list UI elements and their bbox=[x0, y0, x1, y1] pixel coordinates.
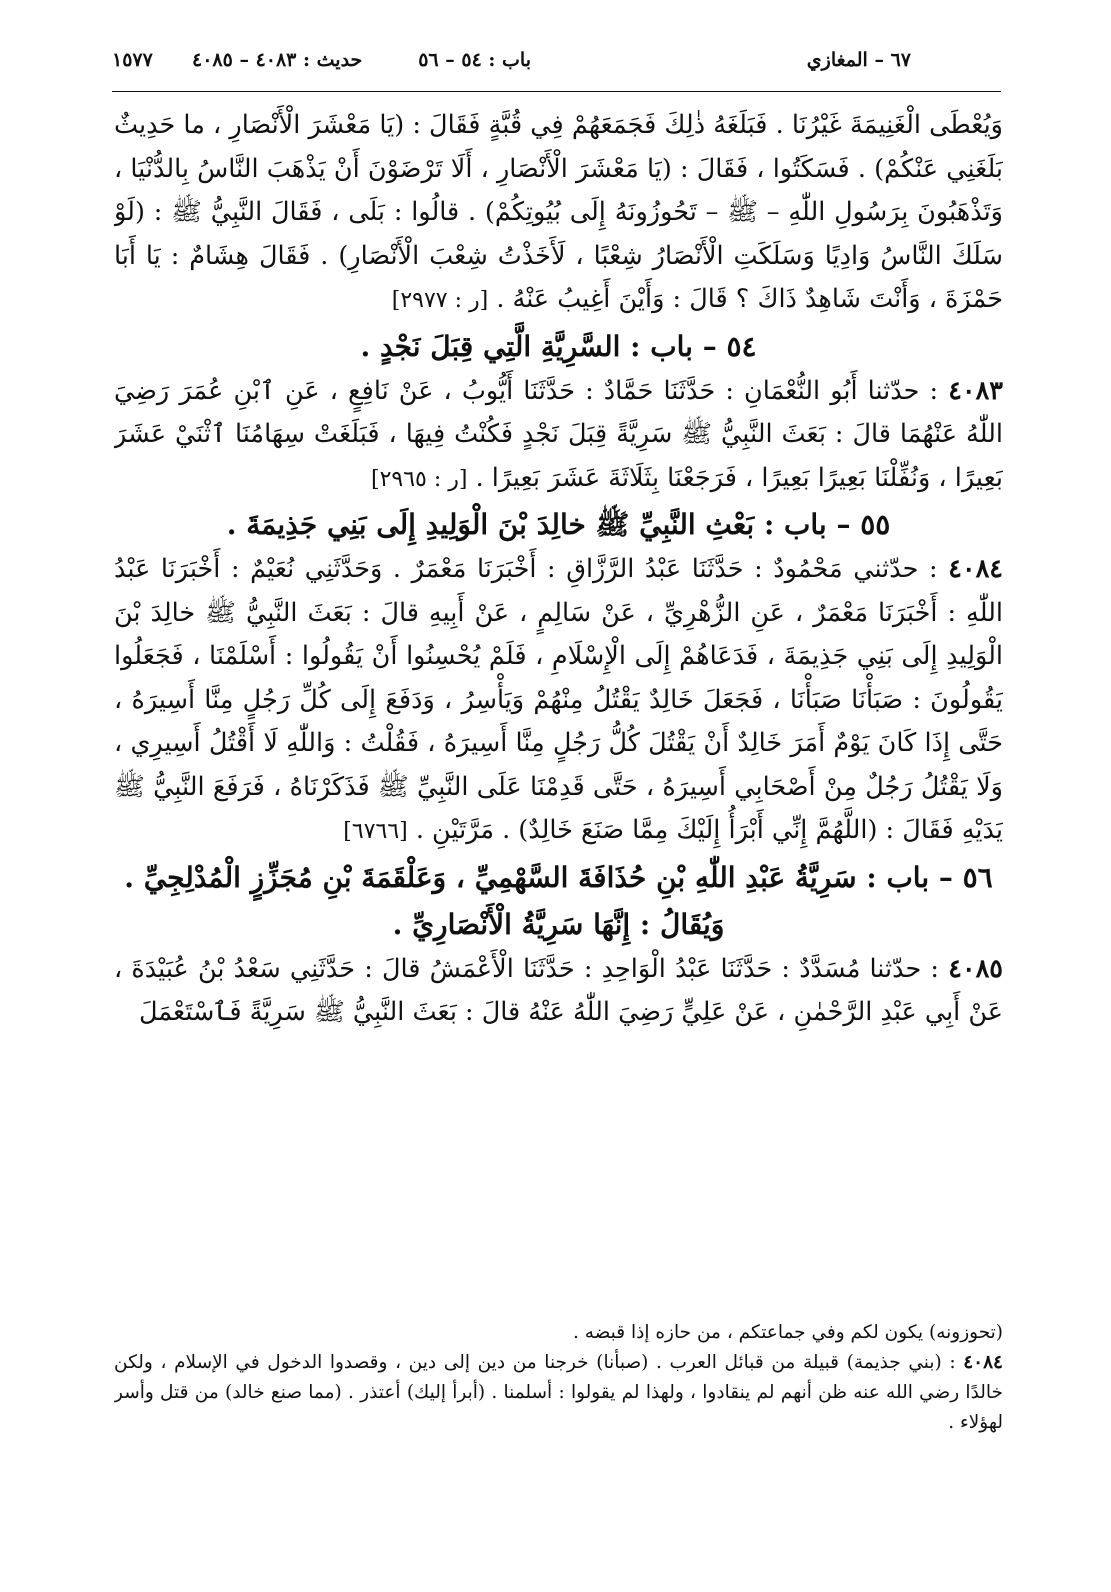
cross-reference: [ر : ٢٩٧٧] bbox=[391, 288, 489, 313]
main-text bbox=[114, 104, 1003, 1312]
running-header bbox=[112, 40, 1001, 80]
hadith-number: ٤٠٨٥ bbox=[948, 953, 1003, 984]
hadith-text: : حدّثنا مُسَدَّدٌ : حَدَّثَنَا عَبْدُ الْوَاحِدِ : حَدَّثَنَا الْأَعْمَشُ قالَ : حَدَّثَنِي سَعْدُ بْنُ عُبَيْدَةَ ، عَنْ أَبِي عَبْدِ الرَّحْمٰنِ ، عَنْ عَلِيٍّ رَضِيَ اللّٰهُ عَنْهُ قالَ : بَعَثَ النَّبِيُّ ﷺ سَرِيَّةً فَٱسْتَعْمَلَ bbox=[114, 953, 1003, 1027]
chapter-title: ٦٧ – المغازي bbox=[806, 49, 911, 71]
chapter-heading-54: ٥٤ – باب : السَّرِيَّةِ الَّتِي قِبَلَ نَجْدٍ . bbox=[360, 329, 757, 363]
hadith-4084 bbox=[114, 548, 1003, 854]
hadith-4083 bbox=[114, 370, 1003, 502]
paragraph-continuation bbox=[114, 104, 1003, 323]
cross-reference: [٦٧٦٦] bbox=[343, 819, 408, 844]
page-number: ١٥٧٧ bbox=[112, 49, 153, 71]
hadith-text: : حدّثنا أَبُو النُّعْمَانِ : حَدَّثَنَا حَمَّادٌ : حَدَّثَنَا أَيُّوبُ ، عَنْ نَافِعٍ ، عَنِ ٱبْنِ عُمَرَ رَضِيَ اللّٰهُ عَنْهُمَا قالَ : بَعَثَ النَّبِيُّ ﷺ سَرِيَّةً قِبَلَ نَجْدٍ فَكُنْتُ فِيهَا ، فَبَلَغَتْ سِهَامُنَا ٱثْنَيْ عَشَرَ بَعِيرًا ، وَنُفِّلْنَا بَعِيرًا بَعِيرًا ، فَرَجَعْنَا بِثَلَاثَةَ عَشَرَ بَعِيرًا . bbox=[114, 375, 1003, 493]
footnotes bbox=[114, 1318, 1003, 1498]
footnote-text: : (بني جذيمة) قبيلة من قبائل العرب . (صبأنا) خرجنا من دين إلى دين ، وقصدوا الدخول في الإسلام ، ولكن خالدًا رضي الله عنه ظن أنهم لم ينقادوا ، ولهذا لم يقولوا : أسلمنا . (أبرأ إليك) أعتذر . (مما صنع خالد) من قتل وأسر لهؤلاء . bbox=[114, 1352, 1003, 1433]
hadith-number: ٤٠٨٤ bbox=[948, 554, 1003, 584]
bab-range: باب : ٥٤ – ٥٦ bbox=[418, 49, 531, 71]
hadith-4085 bbox=[114, 948, 1003, 1035]
chapter-heading-55: ٥٥ – باب : بَعْثِ النَّبِيِّ ﷺ خالِدَ بْنَ الْوَلِيدِ إِلَى بَنِي جَذِيمَةَ . bbox=[226, 508, 891, 541]
chapter-heading-56-subtitle: وَيُقَالُ : إِنَّهَا سَرِيَّةُ الْأَنْصَارِيِّ . bbox=[392, 907, 725, 941]
footnote-2 bbox=[114, 1348, 1003, 1438]
chapter-heading-56: ٥٦ – باب : سَرِيَّةُ عَبْدِ اللّٰهِ بْنِ حُذَافَةَ السَّهْمِيِّ ، وَعَلْقَمَةَ بْنِ مُجَزِّزٍ الْمُدْلِجِيِّ . bbox=[124, 860, 993, 894]
hadith-range: حديث : ٤٠٨٣ – ٤٠٨٥ bbox=[192, 49, 363, 71]
hadith-number: ٤٠٨٣ bbox=[948, 375, 1003, 406]
cross-reference: [ر : ٢٩٦٥] bbox=[370, 466, 468, 492]
header-divider bbox=[112, 91, 1001, 92]
paragraph-text: وَيُعْطَى الْغَنِيمَةَ غَيْرُنَا . فَبَلَغَهُ ذٰلِكَ فَجَمَعَهُمْ فِي قُبَّةٍ فَقَالَ : (يَا مَعْشَرَ الْأَنْصَارِ ، ما حَدِيثٌ بَلَغَنِي عَنْكُمْ) . فَسَكَتُوا ، فَقَالَ : (يَا مَعْشَرَ الْأَنْصَارِ ، أَلَا تَرْضَوْنَ أَنْ يَذْهَبَ النَّاسُ بِالدُّنْيَا ، وَتَذْهَبُونَ بِرَسُولِ اللّٰهِ – ﷺ – تَحُوزُونَهُ إِلَى بُيُوتِكُمْ) . قالُوا : بَلَى ، فَقَالَ النَّبِيُّ ﷺ : (لَوْ سَلَكَ النَّاسُ وَادِيًا وَسَلَكَتِ الْأَنْصَارُ شِعْبًا ، لَأَخَذْتُ شِعْبَ الْأَنْصَارِ) . فَقَالَ هِشَامٌ : يَا أَبَا حَمْزَةَ ، وَأَنْتَ شَاهِدٌ ذَاكَ ؟ قَالَ : وَأَيْنَ أَغِيبُ عَنْهُ . bbox=[114, 110, 1003, 314]
hadith-text: : حدّثني مَحْمُودٌ : حَدَّثَنَا عَبْدُ الرَّزَّاقِ : أَخْبَرَنَا مَعْمَرٌ . وَحَدَّثَنِي نُعَيْمٌ : أَخْبَرَنَا عَبْدُ اللّٰهِ : أَخْبَرَنَا مَعْمَرٌ ، عَنِ الزُّهْرِيِّ ، عَنْ سَالِمٍ ، عَنْ أَبِيهِ قالَ : بَعَثَ النَّبِيُّ ﷺ خالِدَ بْنَ الْوَلِيدِ إِلَى بَنِي جَذِيمَةَ ، فَدَعَاهُمْ إِلَى الْإِسْلَامِ ، فَلَمْ يُحْسِنُوا أَنْ يَقُولُوا : أَسْلَمْنَا ، فَجَعَلُوا يَقُولُونَ : صَبَأْنَا صَبَأْنَا ، فَجَعَلَ خَالِدٌ يَقْتُلُ مِنْهُمْ وَيَأْسِرُ ، وَدَفَعَ إِلَى كُلِّ رَجُلٍ مِنَّا أَسِيرَهُ ، حَتَّى إِذَا كَانَ يَوْمٌ أَمَرَ خَالِدٌ أَنْ يَقْتُلَ كُلُّ رَجُلٍ مِنَّا أَسِيرَهُ ، فَقُلْتُ : وَاللّٰهِ لَا أَقْتُلُ أَسِيرِي ، وَلَا يَقْتُلُ رَجُلٌ مِنْ أَصْحَابِي أَسِيرَهُ ، حَتَّى قَدِمْنَا عَلَى النَّبِيِّ ﷺ فَذَكَرْنَاهُ ، فَرَفَعَ النَّبِيُّ ﷺ يَدَيْهِ فَقَالَ : (اللَّهُمَّ إِنِّي أَبْرَأُ إِلَيْكَ مِمَّا صَنَعَ خَالِدٌ) . مَرَّتَيْنِ . bbox=[114, 554, 1003, 845]
footnote-1: (تحوزونه) يكون لكم وفي جماعتكم ، من حازه إذا قبضه . bbox=[572, 1322, 1003, 1343]
footnote-hadith-number: ٤٠٨٤ bbox=[963, 1352, 1003, 1373]
